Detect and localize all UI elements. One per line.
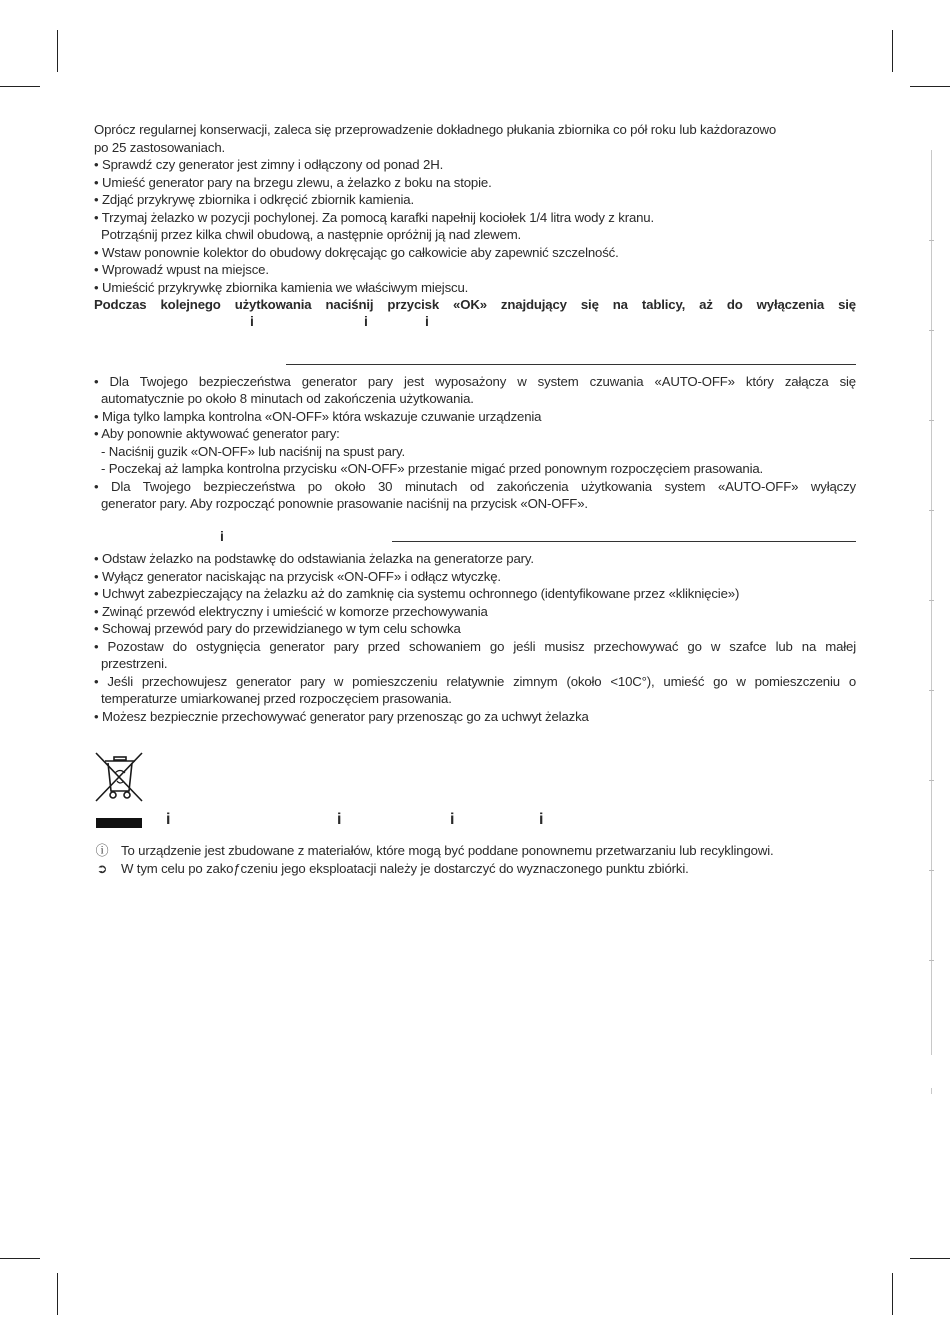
rinsing-step: • Trzymaj żelazko w pozycji pochylonej. Za pomocą karafki napełnij kociołek 1/4 litra wody z kranu.	[94, 209, 655, 225]
trim-edge-tick	[929, 780, 934, 781]
storage-item: • Wyłącz generator naciskając na przycisk «ON-OFF» i odłącz wtyczkę.	[94, 568, 501, 584]
storage-heading	[94, 529, 856, 547]
trim-edge-tick	[929, 330, 934, 331]
storage-item-cont: przestrzeni.	[101, 656, 168, 671]
storage-item: • Możesz bezpiecznie przechowywać generator pary przenosząc go za uchwyt żelazka	[94, 708, 589, 724]
crop-mark	[910, 86, 950, 87]
crop-mark	[892, 1273, 893, 1315]
document-body	[94, 121, 856, 877]
heading-rule	[392, 541, 856, 542]
heading-fragment: i	[166, 811, 171, 828]
rinsing-bold-note: Podczas kolejnego użytkowania naciśnij przycisk «OK» znajdujący się na tablicy, aż do wyłączenia się	[94, 297, 856, 312]
storage-item: • Pozostaw do ostygnięcia generator pary przed schowaniem go jeśli musisz przechowywać go w szafce lub na małej	[94, 638, 856, 654]
trim-edge-tick	[929, 960, 934, 961]
environment-section	[94, 747, 856, 877]
auto-off-subitem: - Naciśnij guzik «ON-OFF» lub naciśnij na spust pary.	[101, 443, 406, 459]
heading-rule	[286, 364, 856, 365]
rinsing-step: • Wstaw ponownie kolektor do obudowy dokręcając go całkowicie aby zapewnić szczelność.	[94, 244, 619, 260]
environment-note	[94, 860, 856, 878]
storage-section	[94, 529, 856, 726]
trim-edge-tick	[929, 600, 934, 601]
heading-fragment: i	[539, 811, 544, 828]
trim-edge-line	[931, 150, 932, 1055]
heading-fragment: i	[337, 811, 342, 828]
rinsing-intro-cont: po 25 zastosowaniach.	[94, 139, 226, 155]
info-circle-icon: ⓘ	[95, 843, 109, 858]
heading-bar	[96, 818, 142, 828]
rinsing-step: • Umieść generator pary na brzegu zlewu, a żelazko z boku na stopie.	[94, 174, 492, 190]
rinsing-step: • Umieścić przykrywkę zbiornika kamienia we właściwym miejscu.	[94, 279, 469, 295]
storage-item: • Zwinąć przewód elektryczny i umieścić w komorze przechowywania	[94, 603, 488, 619]
note-text: W tym celu po zakoƒczeniu jego eksploatacji należy je dostarczyć do wyznaczonego punktu zbiórki.	[121, 860, 689, 876]
heading-fragment: i	[450, 811, 455, 828]
weee-crossed-bin-icon	[94, 751, 146, 805]
crop-mark	[892, 30, 893, 72]
text-fragment: i	[250, 312, 254, 329]
storage-item-cont: temperaturze umiarkowanej przed rozpoczęciem prasowania.	[101, 691, 452, 706]
note-text: To urządzenie jest zbudowane z materiałów, które mogą być poddane ponownemu przetwarzaniu lub recyklingowi.	[121, 843, 774, 858]
crop-mark	[0, 86, 40, 87]
trim-edge-tick	[929, 870, 934, 871]
storage-item: • Schowaj przewód pary do przewidzianego w tym celu schowka	[94, 621, 461, 636]
storage-item: • Odstaw żelazko na podstawkę do odstawiania żelazka na generatorze pary.	[94, 551, 534, 566]
auto-off-item: • Aby ponownie aktywować generator pary:	[94, 426, 340, 441]
auto-off-section	[94, 351, 856, 513]
auto-off-subitem: - Poczekaj aż lampka kontrolna przycisku «ON-OFF» przestanie migać przed ponownym rozpoczęciem prasowania.	[101, 461, 764, 476]
auto-off-item-cont: automatycznie po około 8 minutach od zakończenia użytkowania.	[101, 391, 474, 406]
environment-heading	[94, 747, 856, 842]
storage-item: • Jeśli przechowujesz generator pary w pomieszczeniu relatywnie zimnym (około <10C°), umieść go w pomieszczeniu o	[94, 673, 856, 689]
auto-off-heading	[94, 351, 856, 369]
rinsing-step: • Sprawdź czy generator jest zimny i odłączony od ponad 2H.	[94, 157, 444, 172]
rinsing-step: • Wprowadź wpust na miejsce.	[94, 262, 269, 277]
crop-mark	[57, 30, 58, 72]
trim-edge-mark	[931, 1088, 932, 1094]
rinsing-step-cont: Potrząśnij przez kilka chwil obudową, a następnie opróżnij ją nad zlewem.	[101, 227, 522, 242]
rinsing-section	[94, 121, 856, 331]
heading-fragment: i	[220, 527, 224, 544]
trim-edge-tick	[929, 420, 934, 421]
crop-mark	[0, 1258, 40, 1259]
auto-off-item: • Miga tylko lampka kontrolna «ON-OFF» która wskazuje czuwanie urządzenia	[94, 408, 542, 424]
crop-mark	[910, 1258, 950, 1259]
environment-note	[94, 842, 856, 860]
auto-off-item: • Dla Twojego bezpieczeństwa generator pary jest wyposażony w system czuwania «AUTO-OFF» który załącza się	[94, 373, 856, 389]
storage-item: • Uchwyt zabezpieczający na żelazku aż do zamknię cia systemu ochronnego (identyfikowane przez «kliknięcie»)	[94, 586, 740, 601]
bold-note-cont-fragments	[94, 314, 856, 332]
trim-edge-tick	[929, 690, 934, 691]
rinsing-step: • Zdjąć przykrywę zbiornika i odkręcić zbiornik kamienia.	[94, 192, 415, 207]
trim-edge-tick	[929, 240, 934, 241]
crop-mark	[57, 1273, 58, 1315]
auto-off-item: • Dla Twojego bezpieczeństwa po około 30 minutach od zakończenia użytkowania system «AUTO-OFF» wyłączy	[94, 478, 856, 494]
arrow-right-icon: ➲	[96, 860, 108, 876]
auto-off-item-cont: generator pary. Aby rozpocząć ponownie prasowanie naciśnij na przycisk «ON-OFF».	[101, 496, 588, 511]
text-fragment: i	[364, 312, 368, 329]
text-fragment: i	[425, 312, 429, 329]
trim-edge-tick	[929, 510, 934, 511]
rinsing-intro: Oprócz regularnej konserwacji, zaleca się przeprowadzenie dokładnego płukania zbiornika co pół roku lub każdorazowo	[94, 122, 777, 137]
